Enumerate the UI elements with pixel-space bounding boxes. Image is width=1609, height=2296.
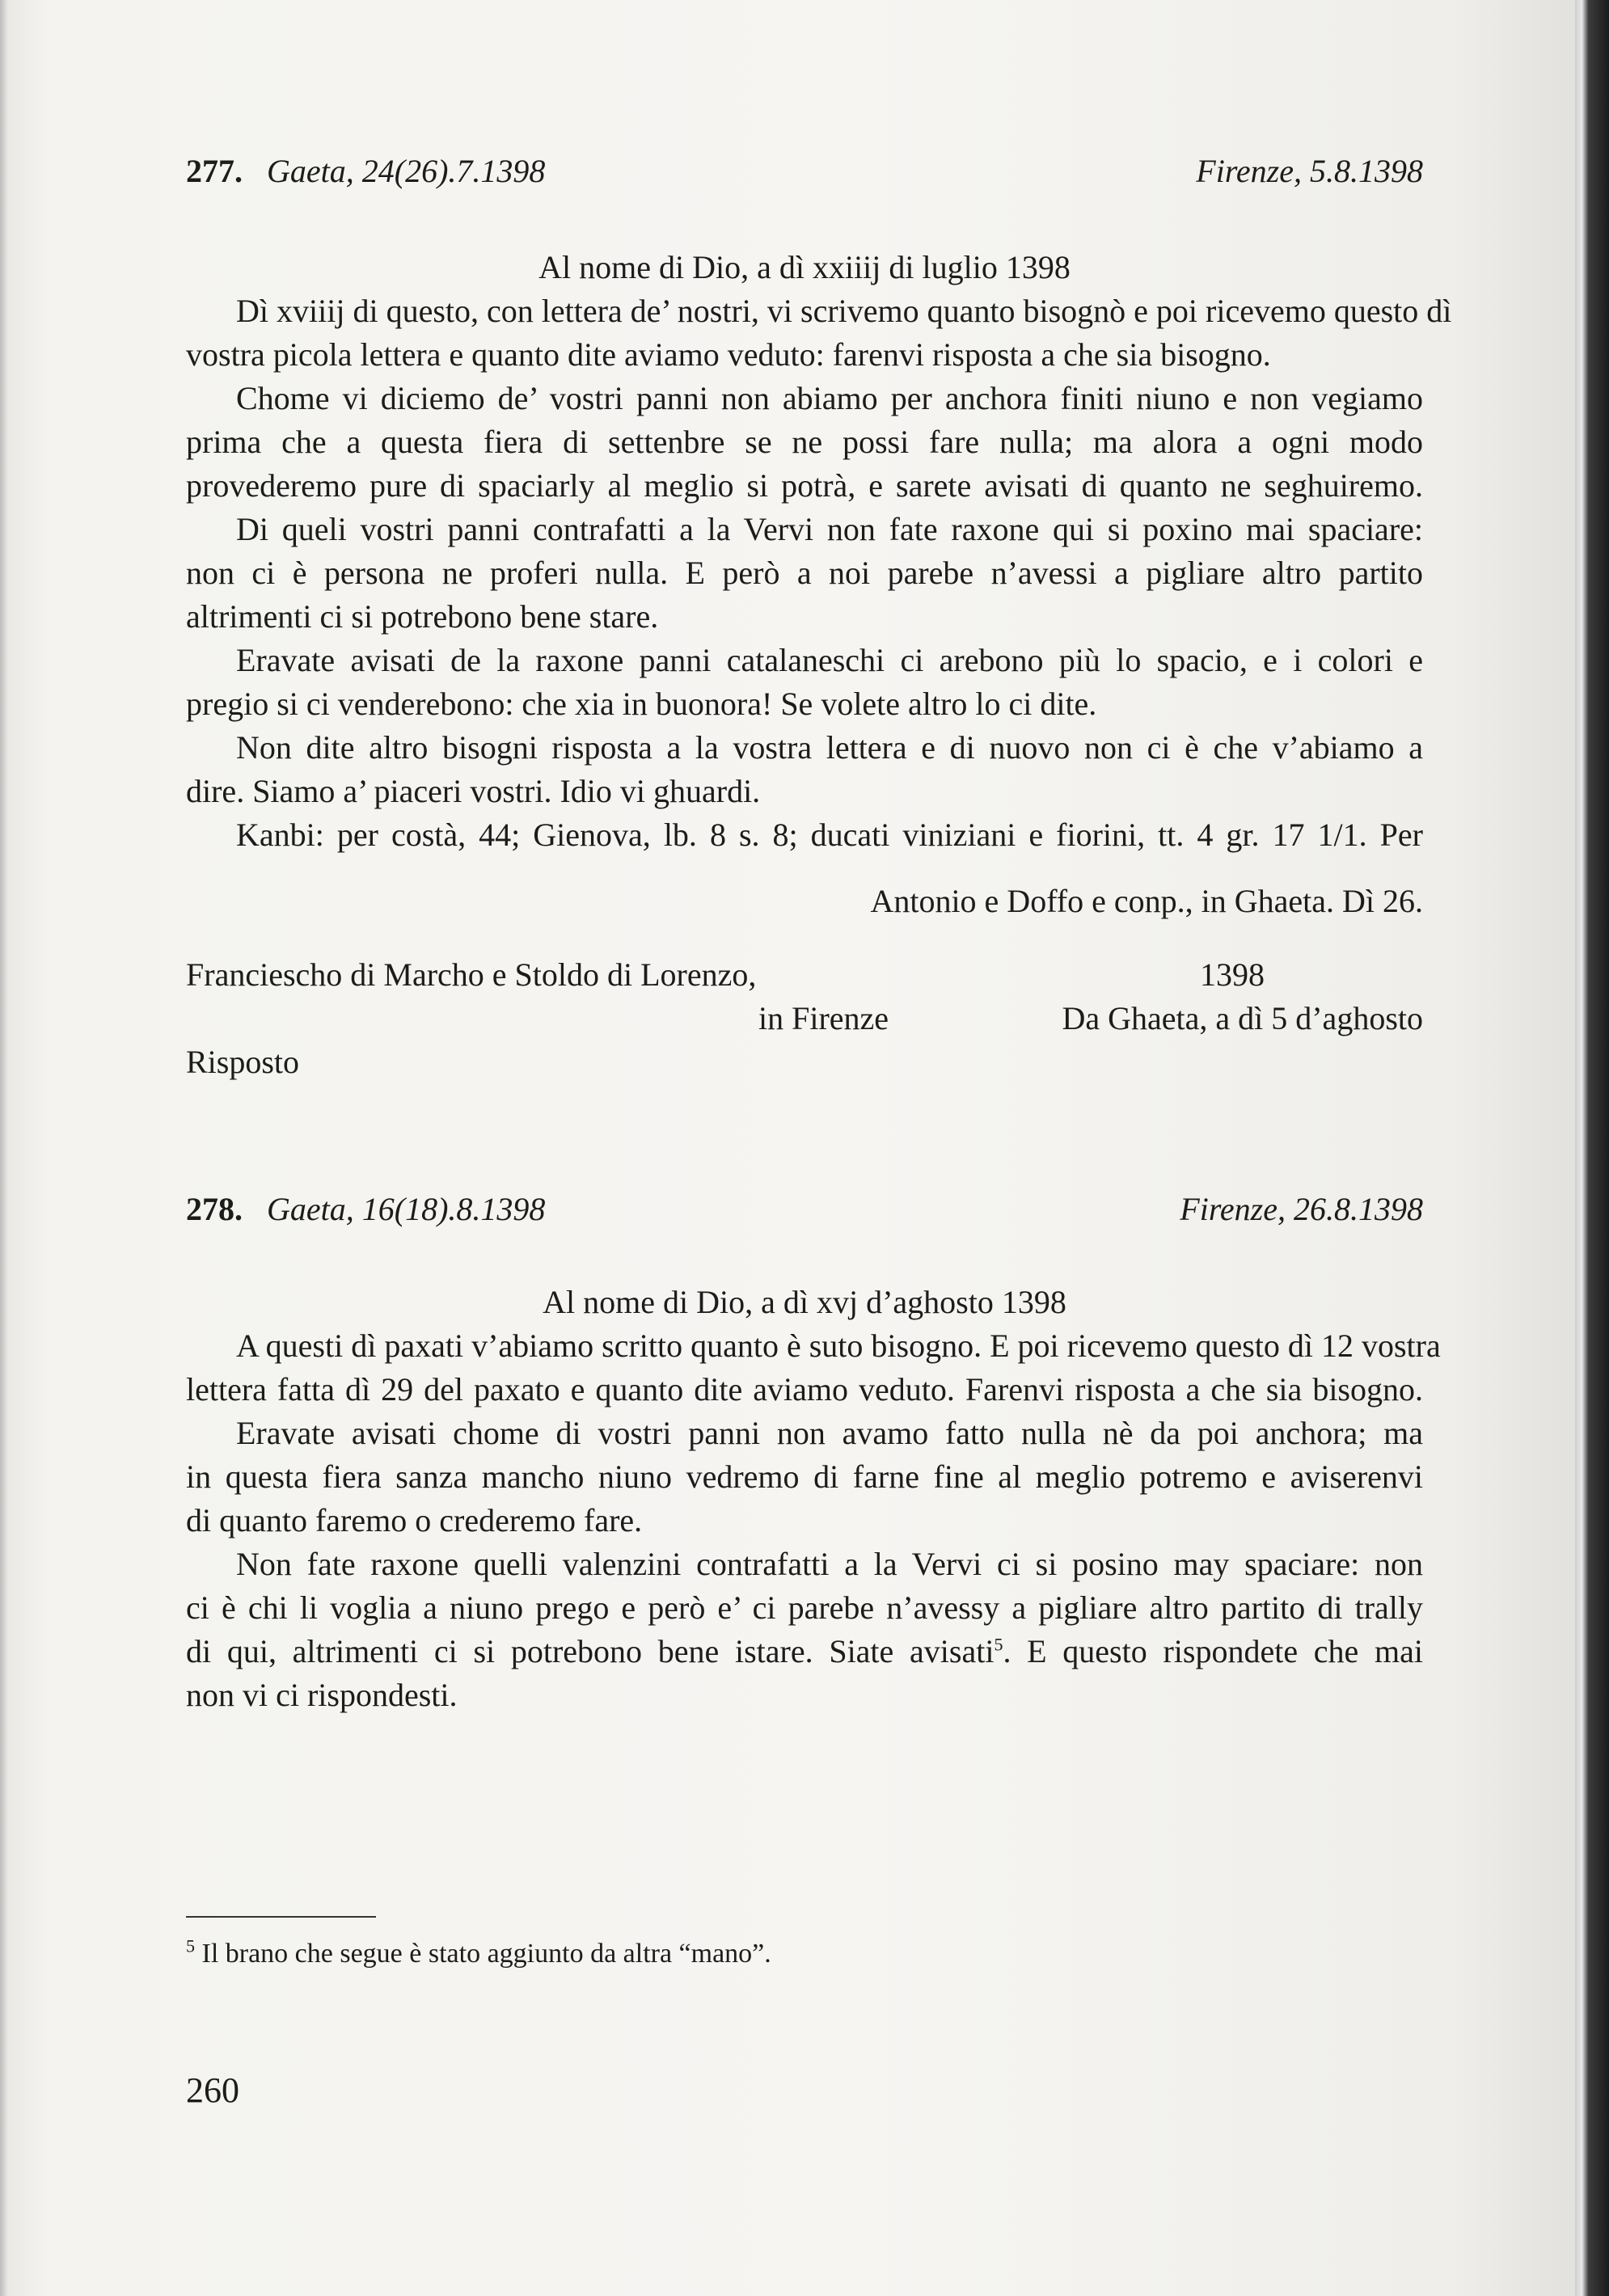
text-line: Dì xviiij di questo, con lettera de’ nostri, vi scrivemo quanto bisognò e poi ricevemo questo dì (236, 293, 1452, 329)
text-line: ci è chi li voglia a niuno prego e però e’ ci parebe n’avessy a pigliare altro partito di trally (186, 1589, 1423, 1626)
letter-278-heading (186, 1190, 1423, 1234)
letter-278-body (186, 1281, 1441, 1717)
footnote-reference: 5 (994, 1634, 1003, 1655)
text-line: lettera fatta dì 29 del paxato e quanto dite aviamo veduto. Farenvi risposta a che sia bisogno. (186, 1371, 1423, 1408)
text-line: A questi dì paxati v’abiamo scritto quanto è suto bisogno. E poi ricevemo questo dì 12 vostra (236, 1327, 1441, 1364)
text-line: non vi ci rispondesti. (186, 1677, 458, 1713)
year-note: 1398 (1200, 956, 1265, 993)
text-line: Eravate avisati chome di vostri panni non avamo fatto nulla nè da poi anchora; ma (236, 1415, 1423, 1451)
text-line: Non fate raxone quelli valenzini contrafatti a la Vervi ci si posino may spaciare: non (236, 1546, 1423, 1582)
letter-destination: Firenze, 26.8.1398 (1180, 1191, 1423, 1227)
page-number: 260 (186, 2070, 239, 2110)
letter-opening: Al nome di Dio, a dì xxiiij di luglio 1398 (538, 249, 1071, 285)
text-line: Kanbi: per costà, 44; Gienova, lb. 8 s. 8; ducati viniziani e fiorini, tt. 4 gr. 17 1/1. Per (236, 817, 1423, 853)
footnote-text: Il brano che segue è stato aggiunto da altra “mano”. (201, 1939, 771, 1969)
letter-origin: Gaeta, 24(26).7.1398 (267, 153, 546, 189)
text-fragment: di qui, altrimenti ci si potrebono bene istare. Siate avisati (186, 1633, 995, 1669)
text-line: vostra picola lettera e quanto dite aviamo veduto: farenvi risposta a che sia bisogno. (186, 336, 1271, 373)
text-line: non ci è persona ne proferi nulla. E però a noi parebe n’avessi a pigliare altro partito (186, 555, 1423, 591)
text-line: di quanto faremo o crederemo fare. (186, 1502, 643, 1538)
gutter-shadow (0, 0, 8, 2296)
text-line: Eravate avisati de la raxone panni catalaneschi ci arebono più lo spacio, e i colori e (236, 642, 1423, 678)
letter-destination: Firenze, 5.8.1398 (1196, 153, 1423, 189)
letter-277-heading (186, 152, 1423, 196)
arrival-note: Da Ghaeta, a dì 5 d’aghosto (1062, 1000, 1423, 1036)
answered-note: Risposto (186, 1044, 300, 1080)
text-line: provederemo pure di spaciarly al meglio si potrà, e sarete avisati di quanto ne seghuiremo. (186, 467, 1423, 504)
footnote-marker: 5 (186, 1935, 195, 1956)
letter-number: 277. (186, 153, 243, 189)
text-line: pregio si ci venderebono: che xia in buonora! Se volete altro lo ci dite. (186, 686, 1097, 722)
text-line: prima che a questa fiera di settenbre se ne possi fare nulla; ma alora a ogni modo (186, 424, 1423, 460)
footnote-divider (186, 1916, 376, 1918)
text-line-with-footnote (186, 1630, 1423, 1673)
text-line: Non dite altro bisogni risposta a la vostra lettera e di nuovo non ci è che v’abiamo a (236, 729, 1423, 766)
page-edge (1575, 0, 1609, 2296)
letter-signature: Antonio e Doffo e conp., in Ghaeta. Dì 26. (870, 883, 1423, 919)
text-line: altrimenti ci si potrebono bene stare. (186, 598, 659, 635)
text-line: dire. Siamo a’ piaceri vostri. Idio vi ghuardi. (186, 773, 761, 809)
text-line: in questa fiera sanza mancho niuno vedremo di farne fine al meglio potremo e aviserenvi (186, 1458, 1423, 1495)
letter-277-body (186, 246, 1452, 923)
text-line: Chome vi diciemo de’ vostri panni non abiamo per anchora finiti niuno e non vegiamo (236, 380, 1423, 416)
text-line: Di queli vostri panni contrafatti a la Vervi non fate raxone qui si poxino mai spaciare: (236, 511, 1423, 547)
letter-origin: Gaeta, 16(18).8.1398 (267, 1191, 546, 1227)
footnote (186, 1935, 771, 1969)
address-city: in Firenze (758, 1000, 889, 1036)
text-fragment: . E questo rispondete che mai (1003, 1633, 1423, 1669)
letter-opening: Al nome di Dio, a dì xvj d’aghosto 1398 (543, 1284, 1066, 1320)
letter-number: 278. (186, 1191, 243, 1227)
address-name: Franciescho di Marcho e Stoldo di Lorenzo, (186, 956, 757, 993)
